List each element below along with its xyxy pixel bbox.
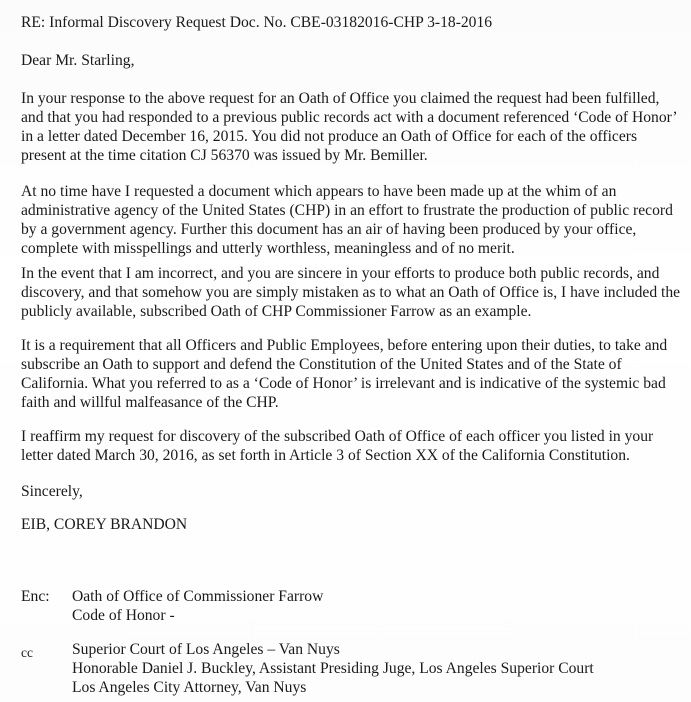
paragraph-line: present at the time citation CJ 56370 was issued by Mr. Bemiller. [21,147,428,164]
paragraph-line: faith and willful malfeasance of the CHP. [21,394,279,411]
cc-item: Superior Court of Los Angeles – Van Nuys [72,641,340,658]
paragraph-line: publicly available, subscribed Oath of CHP Commissioner Farrow as an example. [21,303,532,320]
paragraph-3 [21,264,681,321]
paragraph-line: and that you had responded to a previous public records act with a document referenced ‘Code of Honor’ [21,109,678,126]
enclosures-list [72,587,323,625]
cc-item: Honorable Daniel J. Buckley, Assistant Presiding Juge, Los Angeles Superior Court [72,660,594,677]
paragraph-2 [21,182,681,258]
salutation: Dear Mr. Starling, [21,52,135,69]
paragraph-line: California. What you referred to as a ‘Code of Honor’ is irrelevant and is indicative of the systemic bad [21,375,666,392]
cc-item: Los Angeles City Attorney, Van Nuys [72,679,307,696]
paragraph-line: discovery, and that somehow you are simply mistaken as to what an Oath of Office is, I have included the [21,284,681,301]
paragraph-line: by a government agency. Further this document has an air of having been produced by your office, [21,221,637,238]
paragraph-5 [21,427,681,465]
signature-name: EIB, COREY BRANDON [21,516,188,533]
subject-line: RE: Informal Discovery Request Doc. No. CBE-03182016-CHP 3-18-2016 [21,14,493,31]
enclosure-item: Code of Honor - [72,607,175,624]
paragraph-line: letter dated March 30, 2016, as set forth in Article 3 of Section XX of the California Constitution. [21,447,630,464]
enclosure-item: Oath of Office of Commissioner Farrow [72,588,324,605]
cc-label: cc [21,645,33,660]
paragraph-line: in a letter dated December 16, 2015. You did not produce an Oath of Office for each of the officers [21,128,638,145]
paragraph-line: complete with misspellings and utterly worthless, meaningless and of no merit. [21,240,515,257]
cc-list [72,640,594,697]
paragraph-line: At no time have I requested a document which appears to have been made up at the whim of an [21,183,617,200]
paragraph-line: I reaffirm my request for discovery of the subscribed Oath of Office of each officer you listed in your [21,428,654,445]
paragraph-line: In the event that I am incorrect, and you are sincere in your efforts to produce both public records, and [21,265,660,282]
closing: Sincerely, [21,483,83,500]
paragraph-line: It is a requirement that all Officers and Public Employees, before entering upon their duties, to take and [21,337,668,354]
paragraph-line: In your response to the above request for an Oath of Office you claimed the request had been fulfilled, [21,90,660,107]
paragraph-1 [21,89,681,165]
paragraph-4 [21,336,681,412]
paragraph-line: administrative agency of the United States (CHP) in an effort to frustrate the production of public record [21,202,673,219]
paragraph-line: subscribe an Oath to support and defend the Constitution of the United States and of the State of [21,356,622,373]
enclosures-label: Enc: [21,588,50,605]
